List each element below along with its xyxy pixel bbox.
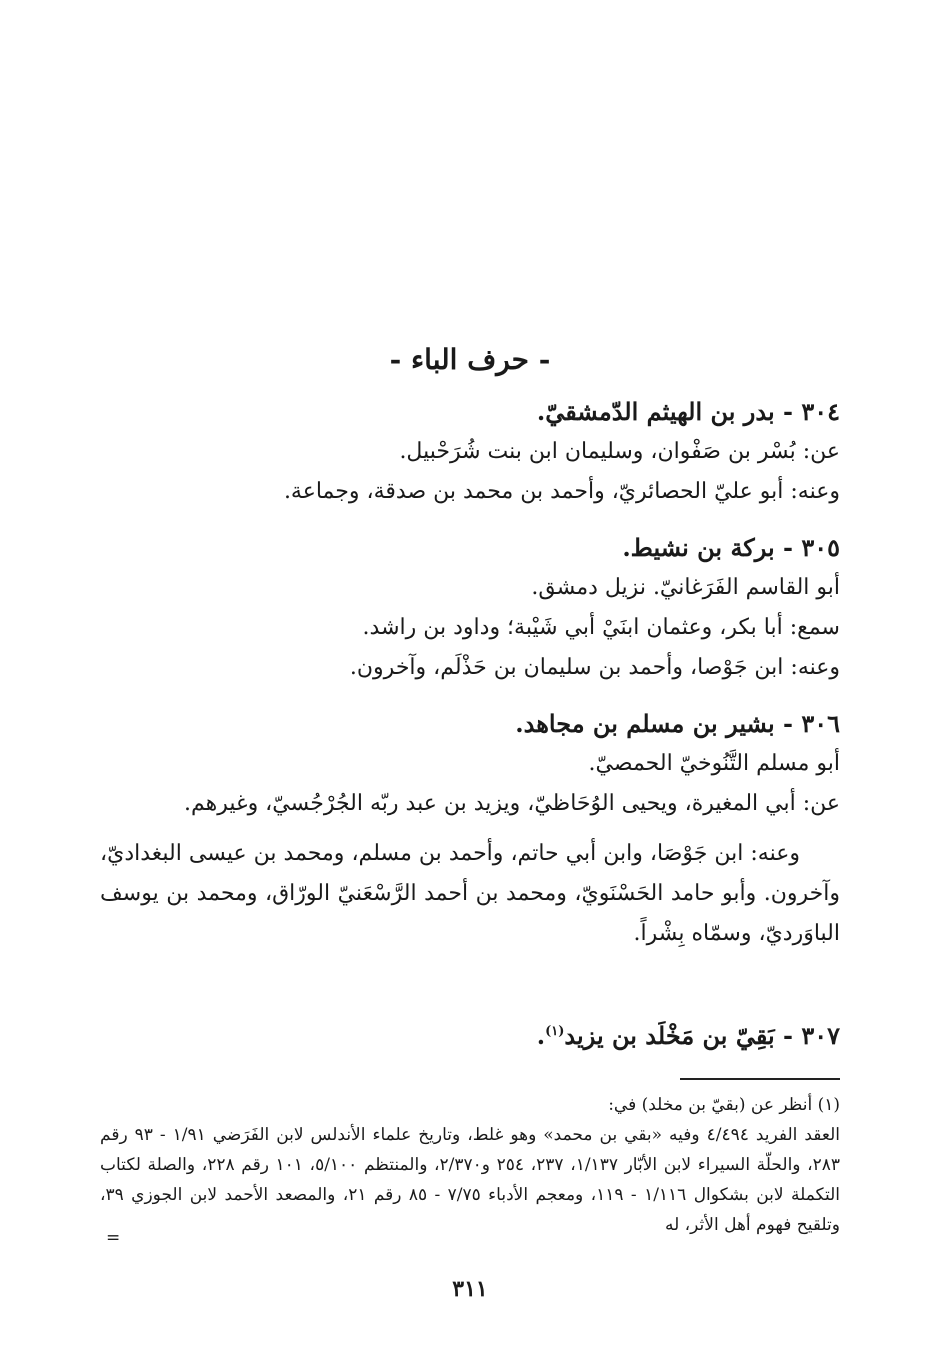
footnotes bbox=[100, 1090, 840, 1240]
entry-305 bbox=[100, 528, 840, 688]
entry-304 bbox=[100, 392, 840, 512]
entry-title bbox=[100, 1012, 840, 1056]
entry-line: وعنه: ابن جَوْصا، وأحمد بن سليمان بن حَذْلَم، وآخرون. bbox=[349, 655, 840, 680]
section-heading: - حرف الباء - bbox=[389, 343, 551, 376]
entry-307 bbox=[100, 1012, 840, 1056]
entry-title-text: ٣٠٧ - بَقِيّ بن مَخْلَد بن يزيد bbox=[564, 1021, 840, 1050]
entry-line: أبو مسلم التَّنُوخيّ الحمصيّ. bbox=[588, 751, 840, 776]
page-number: ٣١١ bbox=[452, 1276, 488, 1302]
entry-line: عن: بُسْر بن صَفْوان، وسليمان ابن بنت شُرَحْبيل. bbox=[399, 439, 840, 464]
continuation-mark: = bbox=[106, 1228, 121, 1248]
entry-paragraph: وعنه: ابن جَوْصَا، وابن أبي حاتم، وأحمد بن مسلم، ومحمد بن عيسى البغداديّ، وآخرون. وأبو حامد الحَسْنَويّ، ومحمد بن أحمد الرَّسْعَنيّ الورّاق، ومحمد بن يوسف الباوَرديّ، وسمّاه بِشْراً. bbox=[100, 841, 840, 946]
footnote-body: العقد الفريد ٤/٤٩٤ وفيه «بقي بن محمد» وهو غلط، وتاريخ علماء الأندلس لابن الفَرَضي ١/٩١ - ٩٣ رقم ٢٨٣، والحلّة السيراء لابن الأبّار ١/١٣٧، ٢٣٧، ٢٥٤ و٢/٣٧٠، والمنتظم ٥/١٠٠، ١٠١ رقم ٢٢٨، والصلة لكتاب التكملة لابن بشكوال ١/١١٦ - ١١٩، ومعجم الأدباء ٧/٧٥ - ٨٥ رقم ٢١، والمصعد الأحمد لابن الجوزي ٣٩، وتلقيح فهوم أهل الأثر، له bbox=[100, 1125, 841, 1235]
entry-line: وعنه: أبو عليّ الحصائريّ، وأحمد بن محمد بن صدقة، وجماعة. bbox=[283, 479, 840, 504]
entry-line: سمع: أبا بكر، وعثمان ابنَيْ أبي شَيْبة؛ وداود بن راشد. bbox=[362, 615, 840, 640]
footnote-ref[interactable]: (١) bbox=[545, 1024, 565, 1039]
footnote-separator bbox=[680, 1078, 840, 1080]
entry-title: ٣٠٥ - بركة بن نشيط. bbox=[622, 533, 840, 562]
entry-title: ٣٠٦ - بشير بن مسلم بن مجاهد. bbox=[515, 709, 840, 738]
entry-paragraph: عن: أبي المغيرة، ويحيى الوُحَاظيّ، ويزيد بن عبد ربّه الجُرْجُسيّ، وغيرهم. bbox=[184, 791, 840, 816]
entry-line: أبو القاسم الفَرَغانيّ. نزيل دمشق. bbox=[531, 575, 840, 600]
footnote-line: (١) أنظر عن (بقيّ بن مخلد) في: bbox=[608, 1095, 840, 1115]
entry-title-end: . bbox=[536, 1021, 546, 1050]
entry-title: ٣٠٤ - بدر بن الهيثم الدّمشقيّ. bbox=[536, 397, 840, 426]
entry-306 bbox=[100, 704, 840, 954]
